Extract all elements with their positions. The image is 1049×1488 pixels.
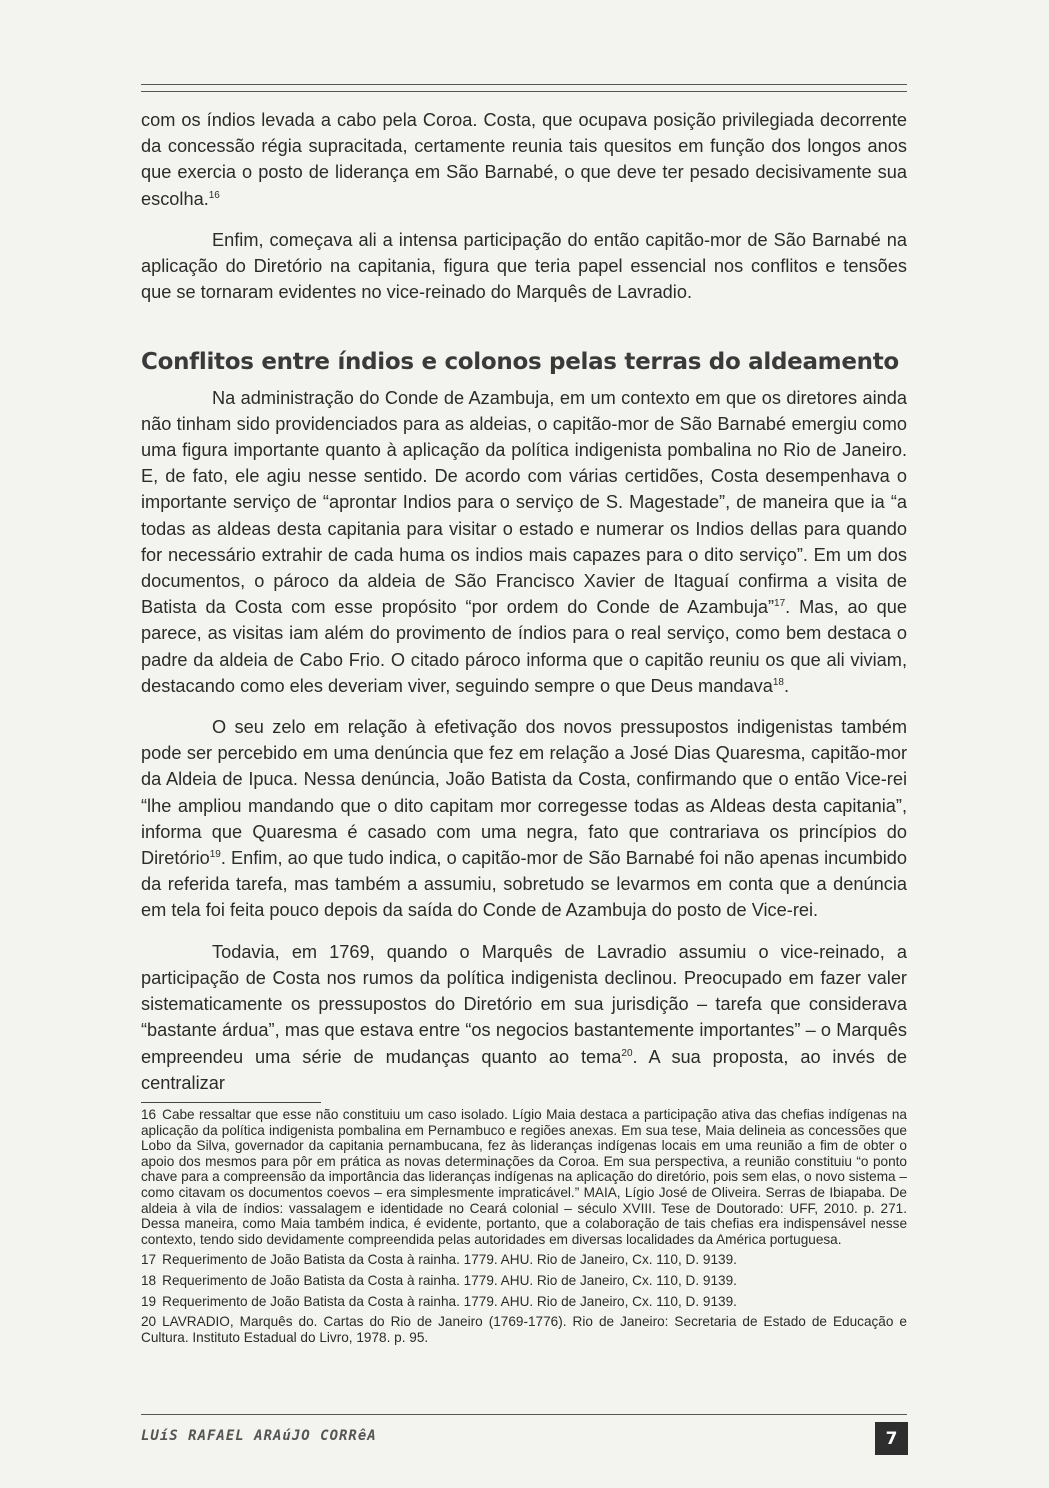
footnote-ref-19[interactable]: 19 — [209, 849, 221, 861]
footnote-ref-17[interactable]: 17 — [774, 598, 786, 610]
paragraph-azambuja: Na administração do Conde de Azambuja, em um contexto em que os diretores ainda não tinham sido providenciados para as aldeias, o capitão-mor de São Barnabé emergiu como uma figura importante quanto à aplicação da política indigenista pombalina no Rio de Janeiro. E, de fato, ele agiu nesse sentido. De acordo com várias certidões, Costa desempenhava o importante serviço de “aprontar Indios para o serviço de S. Magestade”, de maneira que ia “a todas as aldeas desta capitania para visitar o estado e numerar os Indios dellas para quando for necessário extrahir de cada huma os indios mais capazes para o dito serviço”. Em um dos documentos, o pároco da aldeia de São Francisco Xavier de Itaguaí confirma a visita de Batista da Costa com esse propósito “por ordem do Conde de Azambuja”$^{17}$. Mas, ao que parece, as visitas iam além do provimento de índios para o real serviço, como bem destaca o padre da aldeia de Cabo Frio. O citado pároco informa que o capitão reuniu os que ali viviam, destacando como eles deveriam viver, seguindo sempre o que Deus mandava$^{18}$. — [141, 387, 907, 696]
footnote-ref-18[interactable]: 18 — [772, 676, 784, 688]
main-text — [141, 107, 907, 1096]
paragraph-todavia: Todavia, em 1769, quando o Marquês de Lavradio assumiu o vice-reinado, a participação de Costa nos rumos da política indigenista declinou. Preocupado em fazer valer sistematicamente os pressupostos do Diretório em sua jurisdição – tarefa que considerava “bastante árdua”, mas que estava entre “os negocios bastantemente importantes” – o Marquês empreendeu uma série de mudanças quanto ao tema$^{20}$. A sua proposta, ao invés de centralizar — [141, 941, 907, 1093]
footer-rule — [141, 1414, 907, 1415]
footnote-ref-16[interactable]: 16 — [208, 189, 220, 201]
footnote-20: 20 LAVRADIO, Marquês do. Cartas do Rio de Janeiro (1769-1776). Rio de Janeiro: Secretaria de Estado de Educação e Cultura. Instituto Estadual do Livro, 1978. p. 95. — [141, 1314, 907, 1345]
page-number-badge: 7 — [875, 1422, 908, 1455]
footer-author: LUíS RAFAEL ARAúJO CORRêA — [141, 1428, 377, 1444]
footnote-ref-20[interactable]: 20 — [621, 1047, 633, 1059]
footnotes — [141, 1107, 907, 1350]
section-heading: Conflitos entre índios e colonos pelas terras do aldeamento — [141, 349, 899, 376]
footnote-19: 19 Requerimento de João Batista da Costa à rainha. 1779. AHU. Rio de Janeiro, Cx. 110, D. 9139. — [141, 1293, 737, 1309]
footnote-18: 18 Requerimento de João Batista da Costa à rainha. 1779. AHU. Rio de Janeiro, Cx. 110, D. 9139. — [141, 1272, 737, 1288]
paragraph-zelo: O seu zelo em relação à efetivação dos novos pressupostos indigenistas também pode ser percebido em uma denúncia que fez em relação a José Dias Quaresma, capitão-mor da Aldeia de Ipuca. Nessa denúncia, João Batista da Costa, confirmando que o então Vice-rei “lhe ampliou mandando que o dito capitam mor corregesse todas as Aldeas desta capitania”, informa que Quaresma é casado com uma negra, fato que contrariava os princípios do Diretório$^{19}$. Enfim, ao que tudo indica, o capitão-mor de São Barnabé foi não apenas incumbido da referida tarefa, mas também a assumiu, sobretudo se levarmos em conta que a denúncia em tela foi feita pouco depois da saída do Conde de Azambuja do posto de Vice-rei. — [141, 717, 907, 921]
paragraph-enfim: Enfim, começava ali a intensa participação do então capitão-mor de São Barnabé na aplicação do Diretório na capitania, figura que teria papel essencial nos conflitos e tensões que se tornaram evidentes no vice-reinado do Marquês de Lavradio. — [141, 229, 907, 303]
paragraph-continuation: com os índios levada a cabo pela Coroa. Costa, que ocupava posição privilegiada decorrente da concessão régia supracitada, certamente reunia tais quesitos em função dos longos anos que exercia o posto de liderança em São Barnabé, o que deve ter pesado decisivamente sua escolha.$^{16}$ — [141, 110, 907, 209]
footnote-16: 16 Cabe ressaltar que esse não constituiu um caso isolado. Lígio Maia destaca a participação ativa das chefias indígenas na aplicação da política indigenista pombalina em Pernambuco e regiões anexas. Em sua tese, Maia delineia as concessões que Lobo da Silva, governador da capitania pernambucana, fez às lideranças indígenas locais em uma reunião a fim de obter o apoio dos mesmos para pôr em prática as novas determinações da Coroa. Em sua perspectiva, a reunião constituiu “o ponto chave para a compreensão da importância das lideranças indígenas na aplicação do diretório, pois sem elas, o novo sistema – como citavam os documentos coevos – era simplesmente impraticável.” MAIA, Lígio José de Oliveira. Serras de Ibiapaba. De aldeia à vila de índios: vassalagem e identidade no Ceará colonial – século XVIII. Tese de Doutorado: UFF, 2010. p. 271. Dessa maneira, como Maia também indica, é evidente, portanto, que a colaboração de tais chefias era indispensável nesse contexto, tendo sido devidamente compreendida pelas autoridades em diversas localidades da América portuguesa. — [141, 1107, 907, 1247]
footnote-separator — [141, 1102, 321, 1103]
footnote-17: 17 Requerimento de João Batista da Costa à rainha. 1779. AHU. Rio de Janeiro, Cx. 110, D. 9139. — [141, 1252, 737, 1268]
header-double-rule — [141, 84, 907, 92]
